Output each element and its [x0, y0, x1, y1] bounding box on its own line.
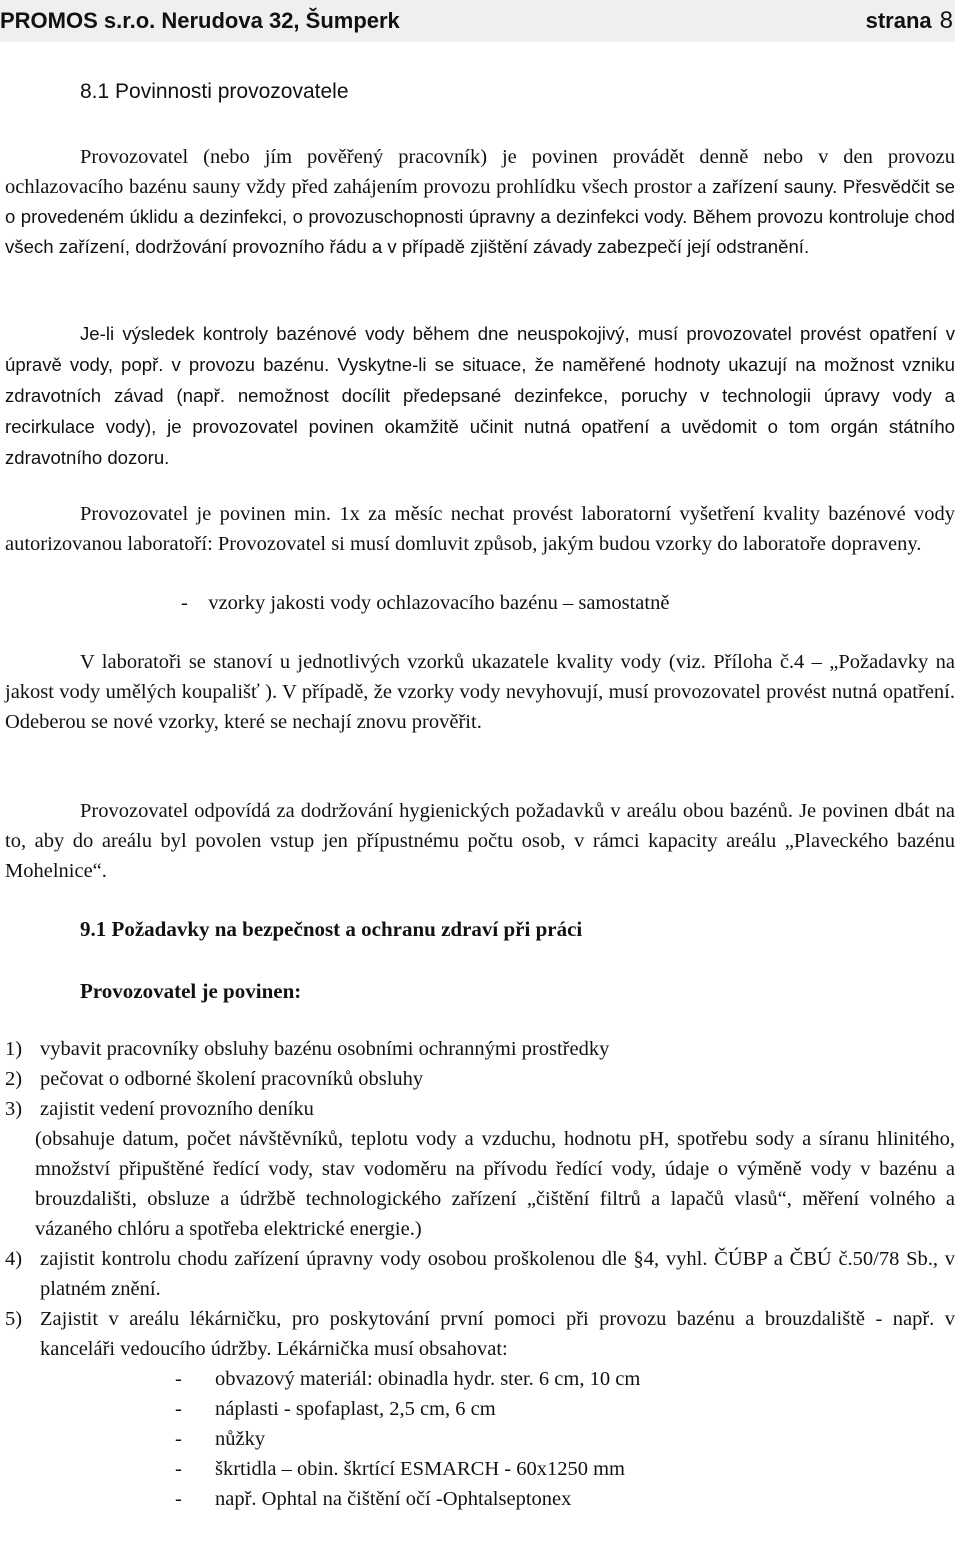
para-5	[5, 796, 955, 886]
para-3-text: Provozovatel je povinen min. 1x za měsíc nechat provést laboratorní vyšetření kvality bazénové vody autorizovanou laboratoří: Provozovatel si musí domluvit způsob, jakým budou vzorky do laboratoře dopraveny.	[5, 503, 955, 555]
para-1-b: zařízení sauny. Přesvědčit se o provedeném úklidu a dezinfekci, o provozuschopnosti úpravny a dezinfekci vody. Během provozu kontroluje chod všech zařízení, dodržování provozního řádu a v případě zjištění závady zabezpečí její odstranění.	[5, 176, 955, 257]
para-4	[5, 647, 955, 737]
section-8-1-title: 8.1 Povinnosti provozovatele	[80, 80, 349, 103]
kit-item: - např. Ophtal na čištění očí -Ophtalseptonex	[175, 1488, 572, 1510]
header-page-label: strana	[865, 8, 932, 33]
para-3-item: - vzorky jakosti vody ochlazovacího bazénu – samostatně	[181, 592, 670, 614]
header-page	[866, 0, 953, 42]
logbook-detail: (obsahuje datum, počet návštěvníků, teplotu vody a vzduchu, hodnotu pH, spotřebu sody a síranu hlinitého, množství připuštěné ředící vody, stav vodoměru na přívodu ředící vody, údaje o výměně vody v bazénu a brouzdališti, obsluze a údržbě technologického zařízení „čištění filtrů a lapačů vlasů“, měření volného a vázaného chlóru a spotřeba elektrické energie.)	[35, 1128, 955, 1240]
list-item: 1) vybavit pracovníky obsluhy bazénu osobními ochrannými prostředky	[5, 1038, 610, 1060]
list-item: 2) pečovat o odborné školení pracovníků obsluhy	[5, 1068, 424, 1090]
header-company: PROMOS s.r.o. Nerudova 32, Šumperk	[0, 8, 400, 33]
para-4-text: V laboratoři se stanoví u jednotlivých vzorků ukazatele kvality vody (viz. Příloha č.4 – „Požadavky na jakost vody umělých koupališť ). V případě, že vzorky vody nevyhovují, musí provozovatel provést nutná opatření. Odeberou se nové vzorky, které se nechají znovu prověřit.	[5, 651, 955, 733]
kit-item: - náplasti - spofaplast, 2,5 cm, 6 cm	[175, 1398, 496, 1420]
para-2-text: Je-li výsledek kontroly bazénové vody během dne neuspokojivý, musí provozovatel provést opatření v úpravě vody, popř. v provozu bazénu. Vyskytne-li se situace, že naměřené hodnoty ukazují na možnost vzniku zdravotních závad (např. nemožnost docílit předepsané dezinfekce, poruchy v technologii úpravy vody a recirkulace vody), je provozovatel povinen okamžitě učinit nutná opatření a uvědomit o tom orgán státního zdravotního dozoru.	[5, 323, 955, 468]
para-1-a: Provozovatel (nebo jím pověřený pracovník) je povinen provádět denně nebo v den provozu ochlazovacího bazénu sauny vždy před zahájením provozu prohlídku všech prostor a	[5, 146, 955, 198]
section-9-1-subtitle: Provozovatel je povinen:	[80, 979, 302, 1003]
para-5-text: Provozovatel odpovídá za dodržování hygienických požadavků v areálu obou bazénů. Je povinen dbát na to, aby do areálu byl povolen vstup jen přípustnému počtu osob, v rámci kapacity areálu „Plaveckého bazénu Mohelnice“.	[5, 800, 955, 882]
page-header	[0, 0, 955, 42]
para-1	[5, 142, 955, 262]
para-2	[5, 318, 955, 473]
requirements-list	[5, 1034, 955, 1514]
kit-item: - nůžky	[175, 1428, 266, 1450]
list-item: 3) zajistit vedení provozního deníku	[5, 1098, 314, 1120]
list-item: 4) zajistit kontrolu chodu zařízení úpravny vody osobou proškolenou dle §4, vyhl. ČÚBP a ČBÚ č.50/78 Sb., v platném znění.	[5, 1248, 955, 1300]
kit-item: - obvazový materiál: obinadla hydr. ster. 6 cm, 10 cm	[175, 1368, 641, 1390]
para-3	[5, 499, 955, 559]
header-page-number: 8	[939, 7, 953, 34]
list-item: 5) Zajistit v areálu lékárničku, pro poskytování první pomoci při provozu bazénu a brouzdaliště - např. v kanceláři vedoucího údržby. Lékárnička musí obsahovat:	[5, 1308, 955, 1360]
kit-item: - škrtidla – obin. škrtící ESMARCH - 60x1250 mm	[175, 1458, 625, 1480]
section-9-1-title: 9.1 Požadavky na bezpečnost a ochranu zdraví při práci	[80, 917, 583, 941]
